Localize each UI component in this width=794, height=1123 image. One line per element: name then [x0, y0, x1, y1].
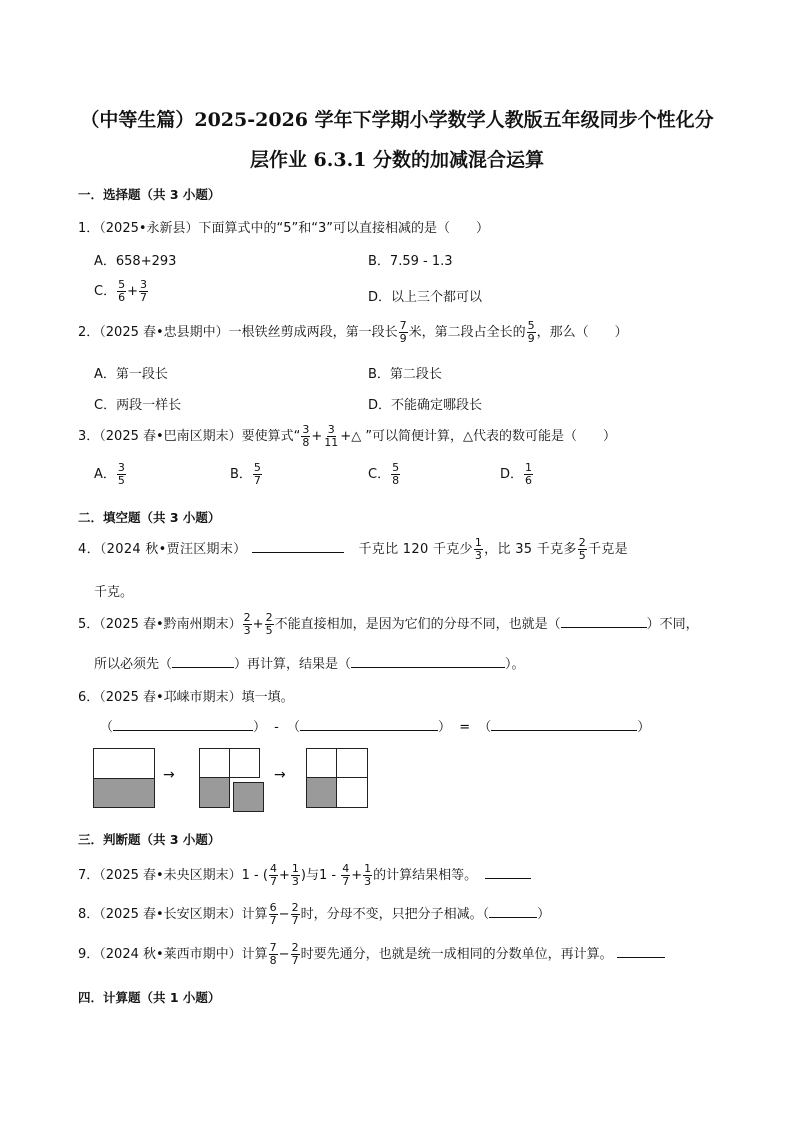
fraction: $\frac{5}{6}$: [118, 278, 126, 304]
fraction: $\frac{7}{9}$: [399, 319, 407, 345]
section-heading-fill: 二．填空题（共 3 小题）: [78, 510, 221, 525]
q2-option-c: C．两段一样长: [94, 398, 182, 413]
q1-option-a: A．658+293: [94, 254, 177, 269]
answer-blank[interactable]: [172, 655, 234, 668]
fraction: $\frac{3}{11}$: [324, 423, 339, 449]
fraction: $\frac{3}{8}$: [302, 423, 310, 449]
question-3-stem: 3．（2025 春•巴南区期末）要使算式“ $\frac{3}{8}$ + $\frac{3}{11}$ +△ ”可以简便计算，△代表的数可能是（ ）: [78, 423, 617, 449]
fraction: $\frac{4}{7}$: [269, 862, 277, 888]
plus-sign: +: [127, 284, 138, 299]
diagram-quarter: [199, 748, 230, 778]
question-1-stem: 1．（2025•永新县）下面算式中的“5”和“3”可以直接相减的是（ ）: [78, 221, 490, 236]
question-9-stem: 9．（2024 秋•莱西市期中）计算 $\frac{7}{8}$ − $\frac{2}{7}$ 时要先通分，也就是统一成相同的分数单位，再计算。: [78, 942, 665, 967]
answer-blank[interactable]: [351, 655, 505, 668]
q3-option-d: D． $\frac{1}{6}$: [500, 461, 533, 487]
section-heading-calc: 四．计算题（共 1 小题）: [78, 990, 221, 1005]
diagram-shaded-half: [93, 778, 155, 808]
question-5-line2: 所以必须先（ ）再计算，结果是（ ）。: [94, 657, 525, 672]
question-2-stem: 2．（2025 春•忠县期中）一根铁丝剪成两段，第一段长 $\frac{7}{9}$ 米，第二段占全长的 $\frac{5}{9}$ ，那么（ ）: [78, 319, 628, 345]
q2-option-b: B．第二段长: [368, 367, 442, 382]
answer-blank[interactable]: [485, 866, 531, 879]
q1-option-b: B．7.59 - 1.3: [368, 254, 453, 269]
fraction: $\frac{5}{7}$: [253, 461, 261, 487]
question-7-stem: 7．（2025 春•未央区期末）1 - ( $\frac{4}{7}$ + $\frac{1}{3}$ )与1 - $\frac{4}{7}$ + $\frac{1}{3}$ 的计算结果相等。: [78, 863, 531, 888]
q1-option-d: D．以上三个都可以: [368, 290, 483, 305]
arrow-icon: →: [163, 767, 175, 783]
fraction: $\frac{2}{7}$: [291, 941, 299, 967]
section-heading-judge: 三．判断题（共 3 小题）: [78, 832, 221, 847]
fraction: $\frac{5}{9}$: [527, 319, 535, 345]
question-6-blanks: （ ） - （ ） = （ ）: [100, 720, 651, 735]
fraction: $\frac{6}{7}$: [269, 901, 277, 927]
diagram-quarter: [229, 748, 260, 778]
q3-option-b: B． $\frac{5}{7}$: [230, 461, 261, 487]
q1-option-c: [94, 279, 149, 304]
q2-option-a: A．第一段长: [94, 367, 168, 382]
question-8-stem: 8．（2025 春•长安区期末）计算 $\frac{6}{7}$ − $\frac{2}{7}$ 时，分母不变，只把分子相减。（ ）: [78, 901, 551, 927]
fraction: $\frac{3}{5}$: [117, 461, 125, 487]
fraction: $\frac{2}{5}$: [265, 611, 273, 637]
diagram-removed-quarter: [233, 782, 264, 812]
answer-blank[interactable]: [617, 945, 665, 958]
fraction: $\frac{3}{7}$: [139, 278, 147, 304]
q2-option-d: D．不能确定哪段长: [368, 398, 483, 413]
answer-blank[interactable]: [561, 615, 647, 628]
answer-blank[interactable]: [113, 718, 253, 731]
question-6-stem: 6．（2025 春•邛崃市期末）填一填。: [78, 690, 294, 705]
fraction: $\frac{1}{3}$: [364, 862, 372, 888]
answer-blank[interactable]: [489, 905, 537, 918]
fraction: $\frac{7}{8}$: [269, 941, 277, 967]
q3-option-a: A． $\frac{3}{5}$: [94, 461, 125, 487]
fraction: $\frac{1}{6}$: [525, 461, 533, 487]
q3-option-c: C． $\frac{5}{8}$: [368, 461, 400, 487]
fraction: $\frac{1}{3}$: [291, 862, 299, 888]
page-title-line1: （中等生篇）2025-2026 学年下学期小学数学人教版五年级同步个性化分: [80, 109, 714, 131]
answer-blank[interactable]: [300, 718, 438, 731]
arrow-icon: →: [274, 767, 286, 783]
answer-blank[interactable]: [491, 718, 637, 731]
question-5-stem: 5．（2025 春•黔南州期末） $\frac{2}{3}$ + $\frac{2}{5}$ 不能直接相加，是因为它们的分母不同，也就是（ ）不同，: [78, 611, 699, 637]
question-4-line2: 千克。: [94, 585, 134, 600]
fraction: $\frac{4}{7}$: [342, 862, 350, 888]
fraction: $\frac{5}{8}$: [392, 461, 400, 487]
fraction: $\frac{1}{3}$: [474, 536, 483, 562]
section-heading-choice: 一．选择题（共 3 小题）: [78, 187, 221, 202]
answer-blank[interactable]: [252, 540, 344, 553]
diagram-shaded-quarter: [199, 777, 230, 808]
diagram-shaded-quarter: [306, 777, 337, 808]
fraction: $\frac{2}{7}$: [291, 901, 299, 927]
page-title-line2: 层作业 6.3.1 分数的加减混合运算: [249, 149, 545, 171]
fraction: $\frac{2}{3}$: [243, 611, 251, 637]
question-4-stem: 4．（2024 秋•贾汪区期末） 千克比 120 千克少 $\frac{1}{3}$ ，比 35 千克多 $\frac{2}{5}$ 千克是: [78, 536, 628, 562]
fraction: $\frac{2}{5}$: [578, 536, 586, 562]
q1-option-c-label: C．: [94, 284, 117, 299]
